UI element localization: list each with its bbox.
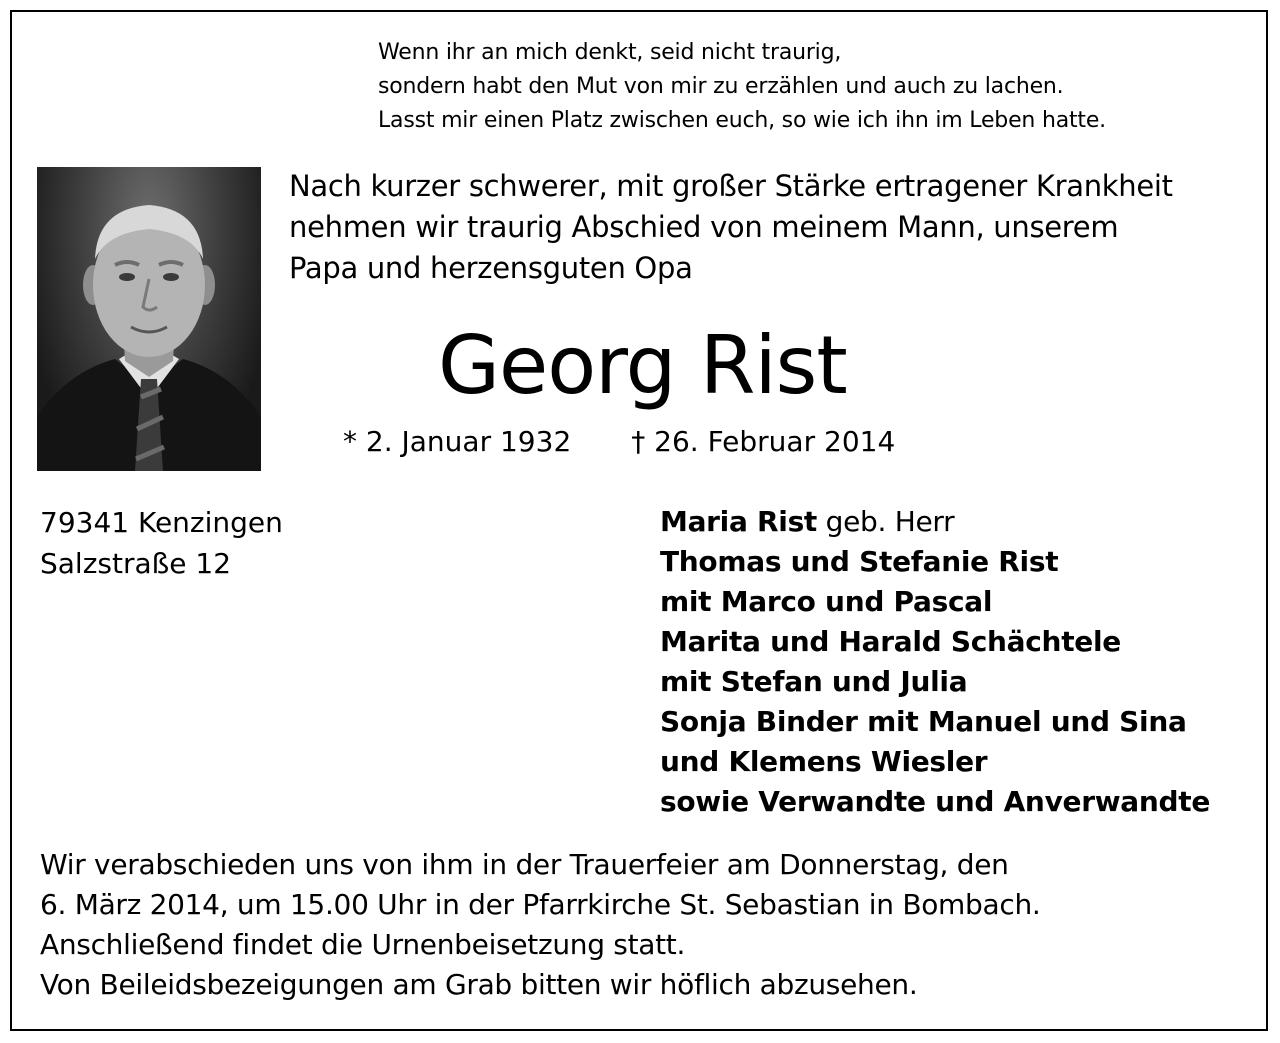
birth-date: * 2. Januar 1932 xyxy=(343,425,572,458)
portrait-photo xyxy=(37,167,261,471)
mourner-maiden-name: geb. Herr xyxy=(817,505,955,538)
funeral-notice xyxy=(40,845,1240,1005)
family-address xyxy=(40,502,283,584)
address-street: Salzstraße 12 xyxy=(40,547,232,580)
mourner-line: Sonja Binder mit Manuel und Sina xyxy=(660,705,1187,738)
mourners-list xyxy=(660,502,1210,822)
intro-line: nehmen wir traurig Abschied von meinem Mann, unserem xyxy=(289,210,1119,244)
mourner-line: sowie Verwandte und Anverwandte xyxy=(660,785,1211,818)
funeral-line: Anschließend findet die Urnenbeisetzung statt. xyxy=(40,928,686,961)
deceased-name: Georg Rist xyxy=(438,319,847,412)
funeral-line: 6. März 2014, um 15.00 Uhr in der Pfarrkirche St. Sebastian in Bombach. xyxy=(40,888,1041,921)
poem-line: Lasst mir einen Platz zwischen euch, so wie ich ihn im Leben hatte. xyxy=(378,108,1106,133)
intro-text xyxy=(289,166,1249,289)
memorial-poem xyxy=(378,36,1238,138)
portrait-silhouette xyxy=(37,167,261,471)
mourner-line: Marita und Harald Schächtele xyxy=(660,625,1121,658)
funeral-line: Von Beileidsbezeigungen am Grab bitten wir höflich abzusehen. xyxy=(40,968,918,1001)
poem-line: Wenn ihr an mich denkt, seid nicht traurig, xyxy=(378,40,842,65)
poem-line: sondern habt den Mut von mir zu erzählen und auch zu lachen. xyxy=(378,74,1064,99)
life-dates xyxy=(343,422,895,462)
mourner-line: und Klemens Wiesler xyxy=(660,745,988,778)
intro-line: Nach kurzer schwerer, mit großer Stärke ertragener Krankheit xyxy=(289,169,1173,203)
funeral-line: Wir verabschieden uns von ihm in der Trauerfeier am Donnerstag, den xyxy=(40,848,1009,881)
mourner-line: Thomas und Stefanie Rist xyxy=(660,545,1059,578)
mourner-name: Maria Rist xyxy=(660,505,818,538)
address-city: 79341 Kenzingen xyxy=(40,506,283,539)
mourner-line xyxy=(660,502,1210,542)
death-date: † 26. Februar 2014 xyxy=(631,425,896,458)
mourner-line: mit Stefan und Julia xyxy=(660,665,968,698)
intro-line: Papa und herzensguten Opa xyxy=(289,251,693,285)
mourner-line: mit Marco und Pascal xyxy=(660,585,993,618)
